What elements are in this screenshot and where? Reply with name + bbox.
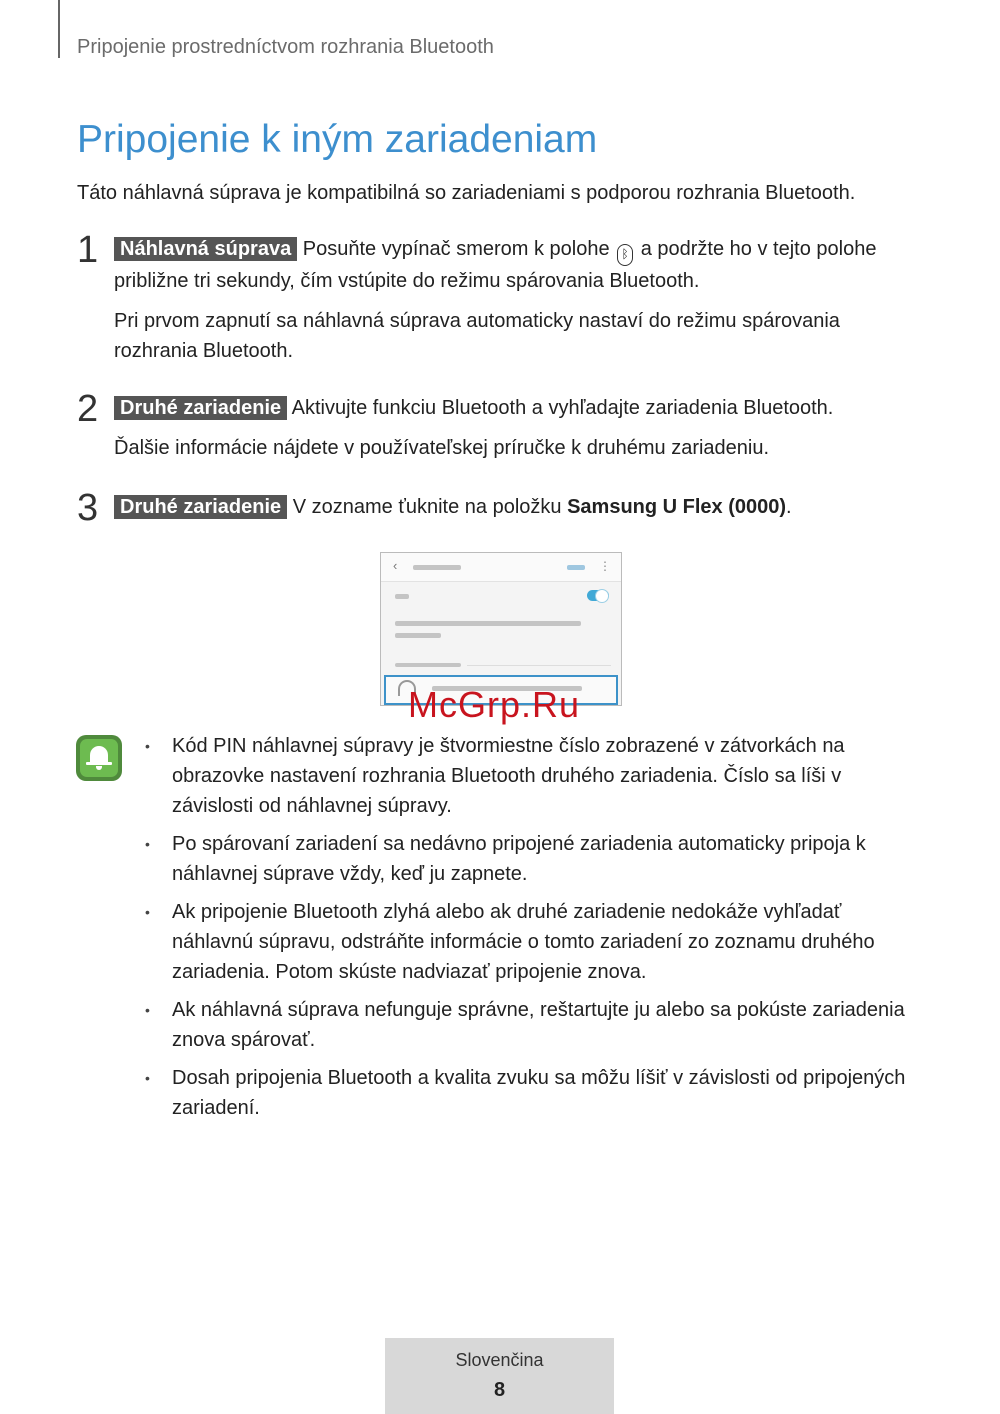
- notification-bell-icon: [76, 735, 122, 781]
- bluetooth-icon: ᛒ: [617, 244, 633, 266]
- intro-text: Táto náhlavná súprava je kompatibilná so zariadeniami s podporou rozhrania Bluetooth.: [77, 182, 856, 204]
- step-1-badge: Náhlavná súprava: [114, 237, 297, 261]
- section-header: Pripojenie prostredníctvom rozhrania Bluetooth: [77, 36, 494, 58]
- back-arrow-icon: ‹: [393, 558, 398, 573]
- step-3-text: V zozname ťuknite na položku: [292, 496, 562, 518]
- screenshot-app-bar: [381, 553, 621, 582]
- notes-list: [145, 731, 925, 1131]
- footer-language: Slovenčina: [455, 1350, 544, 1370]
- step-1-text-after: a podržte ho v tejto polohe približne tri sekundy, čím vstúpite do režimu spárovania Bluetooth.: [114, 238, 877, 292]
- step-2: [114, 393, 914, 463]
- note-item: • Ak pripojenie Bluetooth zlyhá alebo ak druhé zariadenie nedokáže vyhľadať náhlavnú súpravu, odstráňte informácie o tomto zariadení zo zoznamu druhého zariadenia. Potom skúste nadviazať pripojenie znova.: [145, 897, 925, 987]
- step-2-number: 2: [77, 388, 99, 430]
- step-1-text-before: Posuňte vypínač smerom k polohe: [302, 238, 610, 260]
- bluetooth-toggle: [587, 590, 609, 601]
- page-number: 8: [493, 1379, 506, 1401]
- note-item: • Dosah pripojenia Bluetooth a kvalita zvuku sa môžu líšiť v závislosti od pripojených zariadení.: [145, 1063, 925, 1123]
- step-2-text: Aktivujte funkciu Bluetooth a vyhľadajte zariadenia Bluetooth.: [291, 397, 834, 419]
- bluetooth-settings-screenshot: [380, 552, 622, 706]
- header-divider: [58, 0, 60, 58]
- step-1-extra: Pri prvom zapnutí sa náhlavná súprava automaticky nastaví do režimu spárovania rozhrania Bluetooth.: [114, 310, 840, 362]
- step-3-device-name: Samsung U Flex (0000): [567, 496, 787, 518]
- step-3-suffix: .: [786, 496, 792, 518]
- note-item: • Po spárovaní zariadení sa nedávno pripojené zariadenia automaticky pripoja k náhlavnej súprave vždy, keď ju zapnete.: [145, 829, 925, 889]
- page-footer: [385, 1338, 614, 1414]
- step-2-badge: Druhé zariadenie: [114, 396, 287, 420]
- step-3-number: 3: [77, 487, 99, 529]
- step-1: [114, 234, 914, 366]
- note-item: • Ak náhlavná súprava nefunguje správne, reštartujte ju alebo sa pokúste zariadenia znova spárovať.: [145, 995, 925, 1055]
- page-title: Pripojenie k iným zariadeniam: [77, 118, 598, 161]
- note-item: • Kód PIN náhlavnej súpravy je štvormiestne číslo zobrazené v zátvorkách na obrazovke nastavení rozhrania Bluetooth druhého zariadenia. Číslo sa líši v závislosti od náhlavnej súpravy.: [145, 731, 925, 821]
- watermark: McGrp.Ru: [408, 684, 581, 725]
- step-2-extra: Ďalšie informácie nájdete v používateľskej príručke k druhému zariadeniu.: [114, 437, 770, 459]
- step-1-number: 1: [77, 229, 99, 271]
- step-3-badge: Druhé zariadenie: [114, 495, 287, 519]
- step-3: [114, 492, 914, 522]
- more-options-icon: ⋮: [599, 559, 611, 573]
